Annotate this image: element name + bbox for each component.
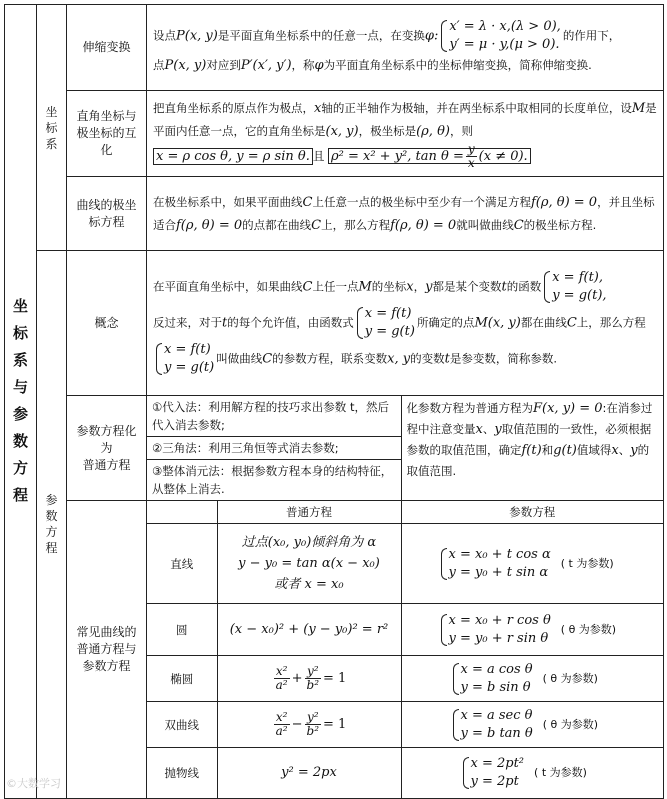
row-label-common-curves: 常见曲线的 普通方程与 参数方程 xyxy=(67,501,147,799)
parametric-equation: x = 2pt² y = 2pt ( t 为参数) xyxy=(401,748,663,798)
concept-system-1: x = f(t), y = g(t), xyxy=(543,269,606,305)
row-label-polar-equation: 曲线的极坐标方程 xyxy=(67,177,147,251)
curve-row-parabola xyxy=(147,748,663,798)
header-ordinary: 普通方程 xyxy=(217,501,401,524)
method-whole: ③整体消元法：根据参数方程本身的结构特征，从整体上消去. xyxy=(147,460,401,501)
row-label-conversion-polar: 直角坐标与极坐标的互化 xyxy=(67,91,147,177)
curve-name: 圆 xyxy=(147,604,217,656)
conversion-note: 化参数方程为普通方程为F(x, y) = 0:在消参过程中注意变量x、y取值范围的一致性，必须根据参数的取值范围，确定f(t)和g(t)值域得x、y的取值范围. xyxy=(406,401,653,478)
polar-formula-box: x = ρ cos θ, y = ρ sin θ. xyxy=(153,148,313,165)
polar-inverse-box: ρ² = x² + y², tan θ = $\frac{y}{x}$ (x ≠ 0). xyxy=(328,148,531,164)
parametric-equation: x = a cos θ y = b sin θ ( θ 为参数) xyxy=(401,656,663,702)
row-content-scaling: 设点P(x, y)是平面直角坐标系中的任意一点，在变换φ: x′ = λ · x,(λ > 0), y′ = μ · y,(μ > 0). 的作用下， 点P(x, y)对应到P′(x′, y′)，称φ为平面直角坐标系中的坐标伸缩变换，简称伸缩变换. xyxy=(147,5,664,91)
ordinary-equation: 过点(x₀, y₀)倾斜角为 α y − y₀ = tan α(x − x₀) 或者 x = x₀ xyxy=(217,524,401,604)
curve-name: 双曲线 xyxy=(147,702,217,748)
ordinary-equation: $\frac{\text{x²}}{\text{a²}}$ − $\frac{\text{y²}}{\text{b²}}$ = 1 xyxy=(217,702,401,748)
concept-system-2: x = f(t) y = g(t) xyxy=(356,305,415,341)
curve-row-circle xyxy=(147,604,663,656)
ordinary-equation: (x − x₀)² + (y − y₀)² = r² xyxy=(217,604,401,656)
parametric-equation: x = x₀ + t cos α y = y₀ + t sin α ( t 为参数) xyxy=(401,524,663,604)
row-label-concept: 概念 xyxy=(67,251,147,396)
ordinary-equation: y² = 2px xyxy=(217,748,401,798)
row-content-conversion-polar: 把直角坐标系的原点作为极点，x轴的正半轴作为极轴，并在两坐标系中取相同的长度单位，设M是平面内任意一点，它的直角坐标是(x, y)，极坐标是(ρ, θ)，则 x = ρ cos θ, y = ρ sin θ. 且 ρ² = x² + y², tan θ = $\frac{y}{x}$ (x ≠ 0). xyxy=(147,91,664,177)
main-title: 坐 标 系 与 参 数 方 程 xyxy=(5,5,37,799)
conversion-grid xyxy=(147,396,663,500)
scaling-system: x′ = λ · x,(λ > 0), y′ = μ · y,(μ > 0). xyxy=(440,18,560,54)
curves-grid xyxy=(147,501,663,798)
parametric-equation: x = x₀ + r cos θ y = y₀ + r sin θ ( θ 为参数) xyxy=(401,604,663,656)
curve-row-line xyxy=(147,524,663,604)
curve-name: 椭圆 xyxy=(147,656,217,702)
row-content-concept: 在平面直角坐标中，如果曲线C上任一点M的坐标x，y都是某个变数t的函数 x = f(t), y = g(t), 反过来，对于t的每个允许值，由函数式 x = f(t) y = g(t) 所确定的点M(x, y)都在曲线C上，那么方程 x = f(t) y = g(t) 叫做曲线C的参数方程，联系变数x, y的变数t是参变数，简称参数. xyxy=(147,251,664,396)
curve-row-hyperbola xyxy=(147,702,663,748)
ordinary-equation: $\frac{\text{x²}}{\text{a²}}$ + $\frac{\text{y²}}{\text{b²}}$ = 1 xyxy=(217,656,401,702)
row-content-common-curves xyxy=(147,501,664,799)
curve-name: 直线 xyxy=(147,524,217,604)
section-title-coordinate: 坐 标 系 xyxy=(37,5,67,251)
section-title-parametric: 参 数 方 程 xyxy=(37,251,67,799)
watermark: ©大数学习 xyxy=(6,777,61,790)
summary-table xyxy=(4,4,664,799)
concept-system-3: x = f(t) y = g(t) xyxy=(155,341,214,377)
row-label-to-ordinary: 参数方程化 为 普通方程 xyxy=(67,396,147,501)
row-label-scaling: 伸缩变换 xyxy=(67,5,147,91)
row-content-to-ordinary xyxy=(147,396,664,501)
curve-row-ellipse xyxy=(147,656,663,702)
method-substitution: ①代入法：利用解方程的技巧求出参数 t，然后代入消去参数; xyxy=(147,396,401,437)
method-trig: ②三角法：利用三角恒等式消去参数; xyxy=(147,437,401,460)
curve-name: 抛物线 xyxy=(147,748,217,798)
parametric-equation: x = a sec θ y = b tan θ ( θ 为参数) xyxy=(401,702,663,748)
header-parametric: 参数方程 xyxy=(401,501,663,524)
row-content-polar-equation: 在极坐标系中，如果平面曲线C上任意一点的极坐标中至少有一个满足方程f(ρ, θ) = 0，并且坐标适合f(ρ, θ) = 0的点都在曲线C上，那么方程f(ρ, θ) = 0就叫做曲线C的极坐标方程. xyxy=(147,177,664,251)
